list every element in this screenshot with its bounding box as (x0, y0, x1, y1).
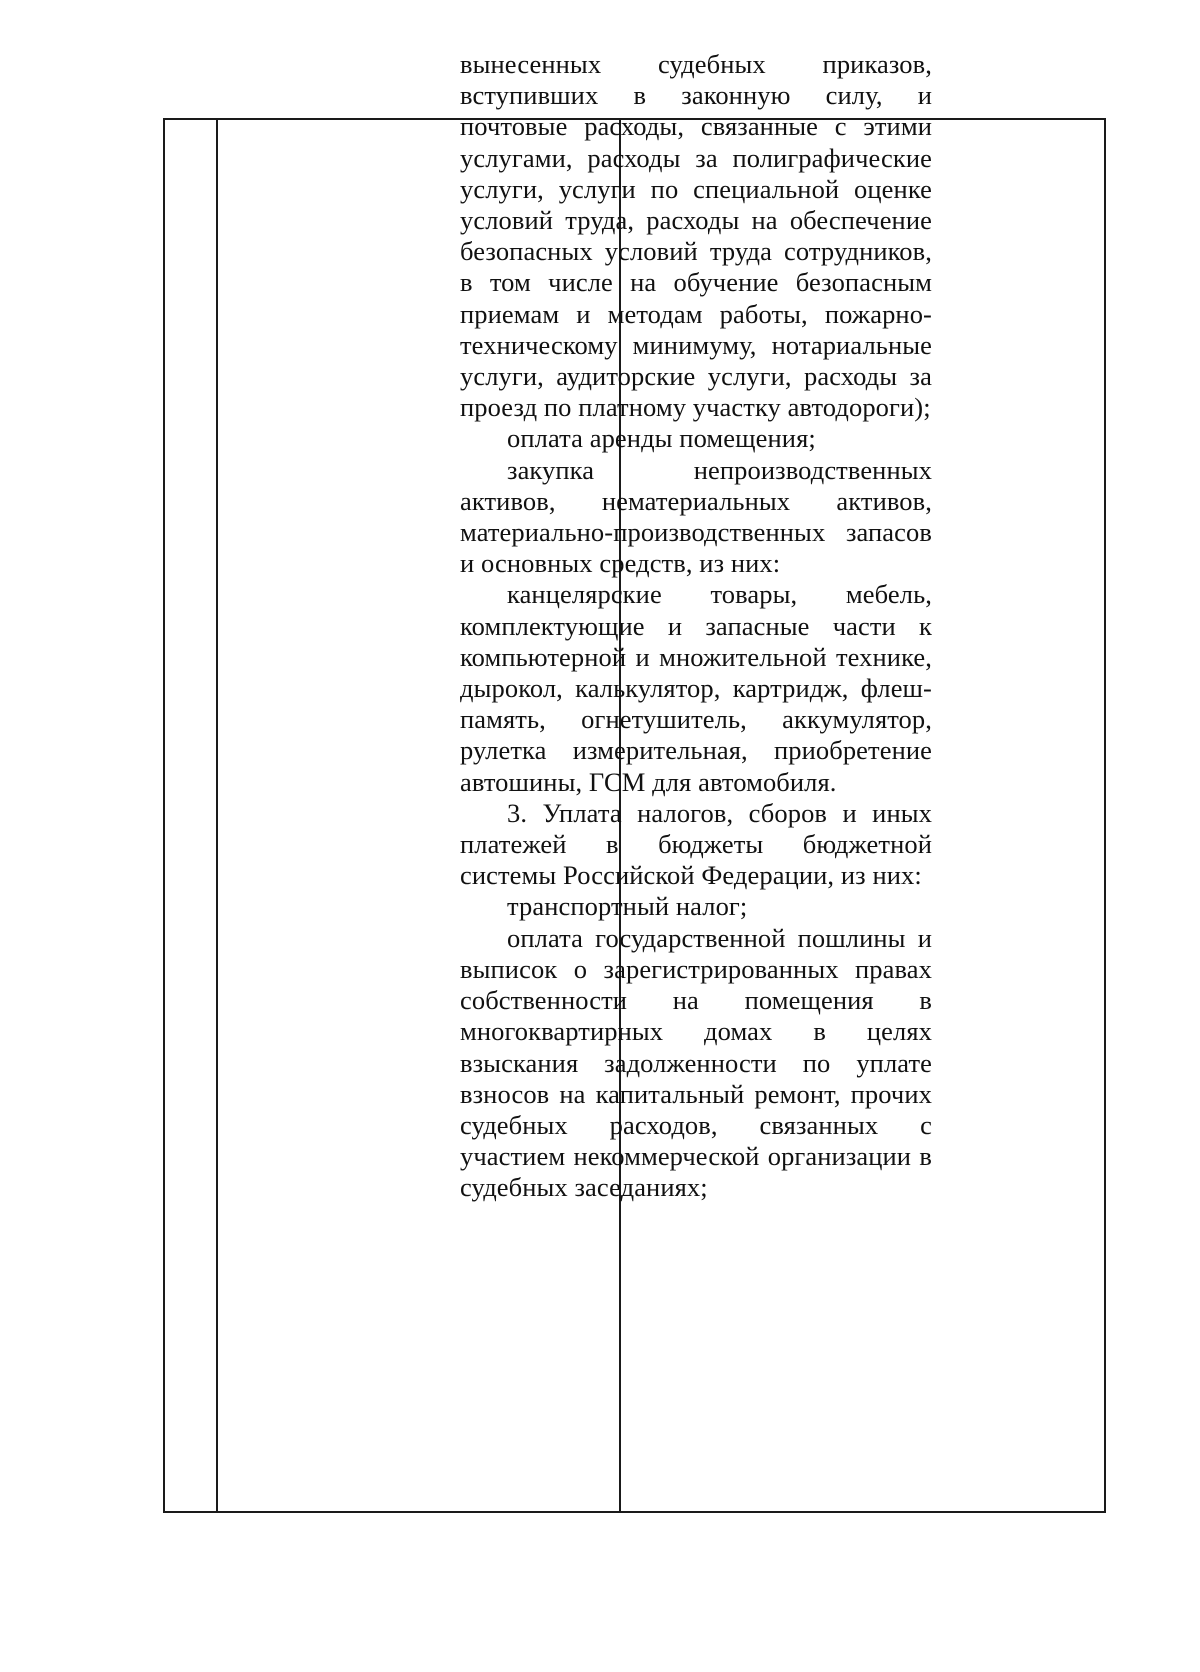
paragraph: оплата аренды помещения; (507, 423, 816, 454)
paragraph: 3. Уплата налогов, сборов и иных платежей в бюджеты бюджетной системы Российской Федерации, из них: (460, 797, 932, 891)
paragraph: закупка непроизводственных активов, нематериальных активов, материально-производственных запасов и основных средств, из них: (460, 454, 932, 579)
table-cell-text (460, 49, 932, 1204)
paragraph: транспортный налог; (507, 891, 748, 922)
paragraph: канцелярские товары, мебель, комплектующие и запасные части к компьютерной и множительной технике, дырокол, калькулятор, картридж, флеш-память, огнетушитель, аккумулятор, рулетка измерительная, приобретение автошины, ГСМ для автомобиля. (460, 579, 932, 797)
paragraph: оплата государственной пошлины и выписок о зарегистрированных правах собственности на помещения в многоквартирных домах в целях взыскания задолженности по уплате взносов на капитальный ремонт, прочих судебных расходов, связанных с участием некоммерческой организации в судебных заседаниях; (460, 922, 932, 1203)
table-column-divider (216, 120, 218, 1511)
paragraph: вынесенных судебных приказов, вступивших в законную силу, и почтовые расходы, связанные с этими услугами, расходы за полиграфические услуги, услуги по специальной оценке условий труда, расходы на обеспечение безопасных условий труда сотрудников, в том числе на обучение безопасным приемам и методам работы, пожарно-техническому минимуму, нотариальные услуги, аудиторские услуги, расходы за проезд по платному участку автодороги); (460, 49, 932, 423)
